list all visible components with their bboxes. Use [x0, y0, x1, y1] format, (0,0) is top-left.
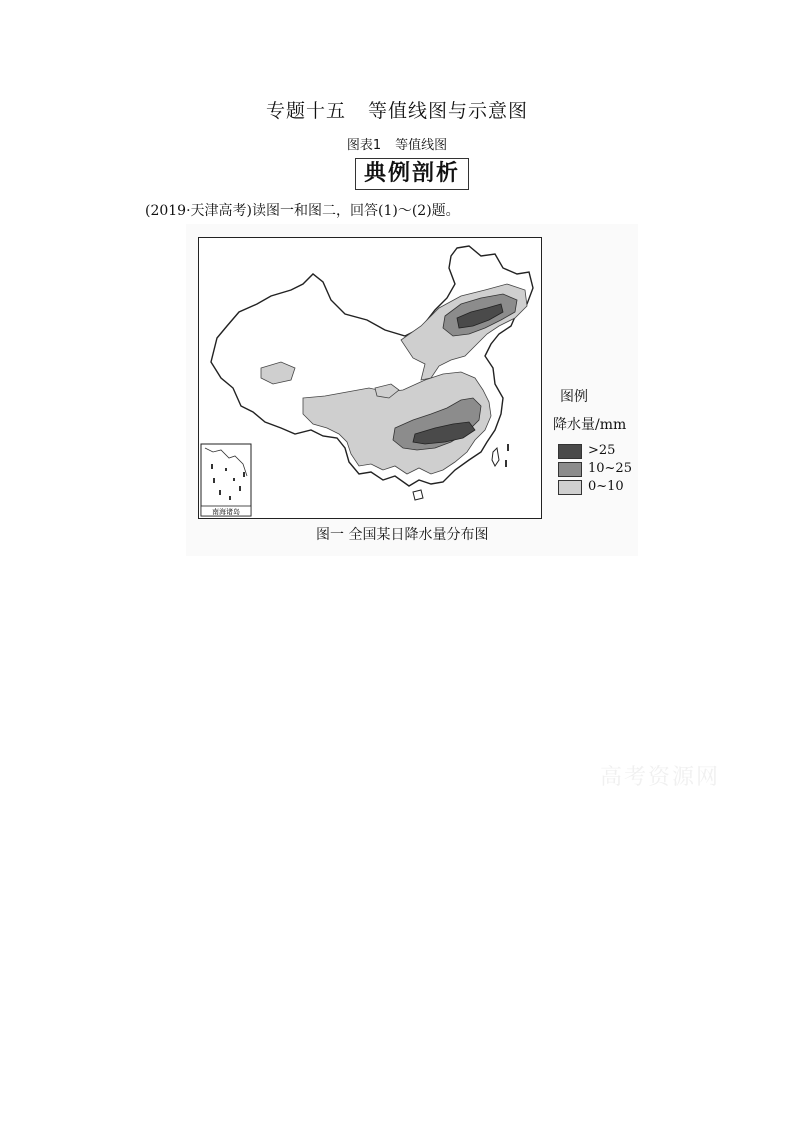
chart-title: 等值线图: [395, 138, 448, 153]
legend-swatch-heavy: [558, 444, 582, 459]
legend-label-heavy: >25: [588, 443, 616, 458]
east-sea-boundary-dashes: [505, 444, 509, 467]
section-heading: 典例剖析: [355, 158, 469, 190]
legend-title: 图例: [560, 389, 588, 405]
page-title: [0, 96, 794, 123]
hainan-island: [413, 490, 423, 500]
china-precipitation-map: [199, 238, 541, 518]
legend-label-light: 0~10: [588, 479, 624, 494]
legend-swatch-moderate: [558, 462, 582, 477]
figure-caption: 图一 全国某日降水量分布图: [316, 527, 489, 543]
map-frame: [198, 237, 542, 519]
watermark: 高考资源网: [600, 765, 721, 790]
legend-unit: 降水量/mm: [553, 417, 627, 433]
legend-swatch-light: [558, 480, 582, 495]
topic-title: 等值线图与示意图: [368, 100, 529, 122]
inset-label: 南海诸岛: [212, 508, 240, 516]
question-intro: [145, 200, 460, 220]
page-subtitle: [0, 134, 794, 153]
question-text: 读图一和图二，回答(1)～(2)题。: [252, 203, 460, 219]
question-source: (2019·天津高考): [145, 203, 253, 219]
precipitation-figure: [186, 224, 638, 556]
topic-number: 专题十五: [265, 100, 346, 122]
legend-label-moderate: 10~25: [588, 461, 632, 476]
taiwan-island: [492, 448, 499, 466]
chart-label: 图表1: [346, 138, 382, 153]
